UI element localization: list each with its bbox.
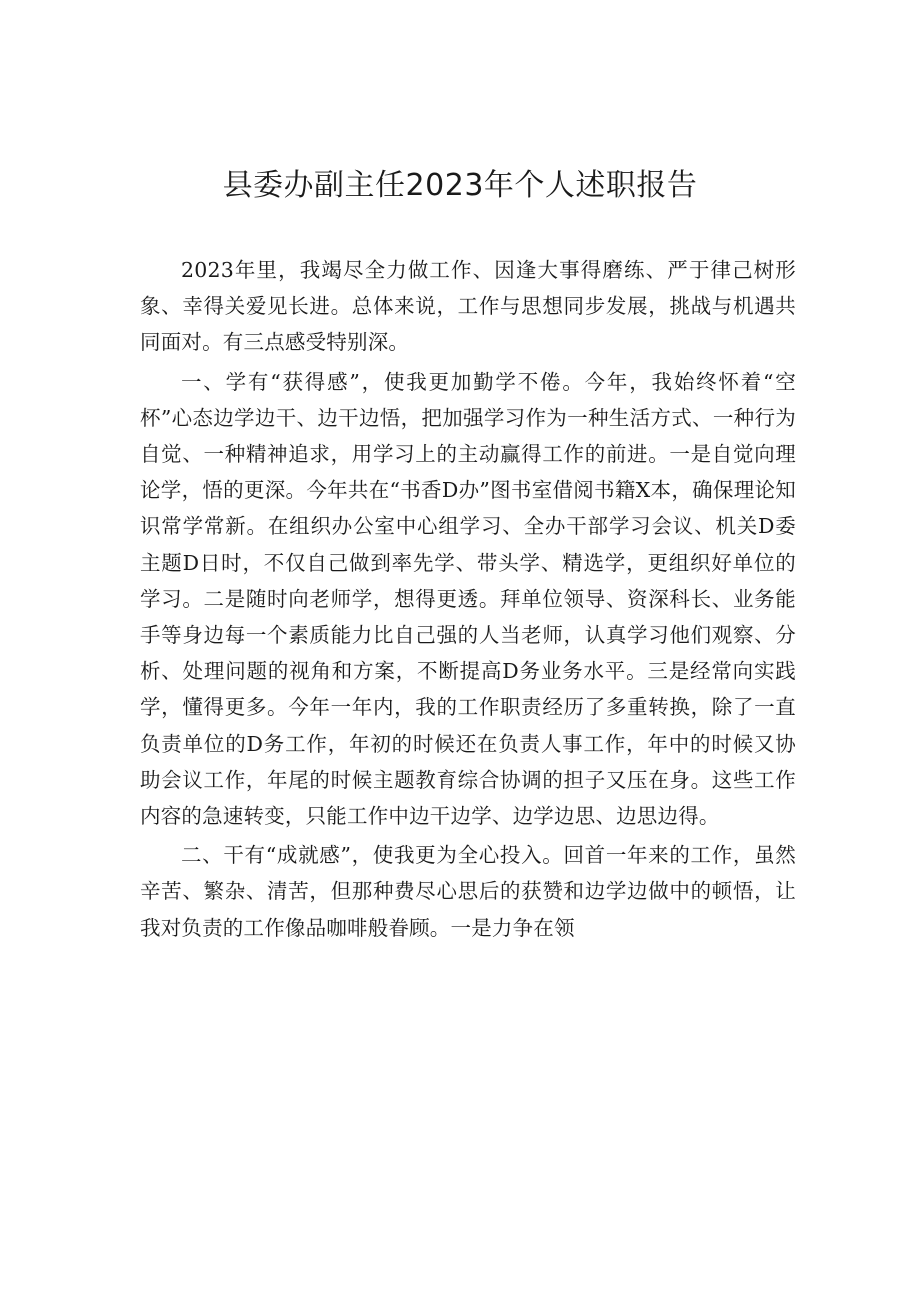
paragraph-section-one: 一、学有“获得感”，使我更加勤学不倦。今年，我始终怀着“空杯”心态边学边干、边干边悟，把加强学习作为一种生活方式、一种行为自觉、一种精神追求，用学习上的主动赢得工作的前进。一是自觉向理论学，悟的更深。今年共在“书香D办”图书室借阅书籍X本，确保理论知识常学常新。在组织办公室中心组学习、全办干部学习会议、机关D委主题D日时，不仅自己做到率先学、带头学、精选学，更组织好单位的学习。二是随时向老师学，想得更透。拜单位领导、资深科长、业务能手等身边每一个素质能力比自己强的人当老师，认真学习他们观察、分析、处理问题的视角和方案，不断提高D务业务水平。三是经常向实践学，懂得更多。今年一年内，我的工作职责经历了多重转换，除了一直负责单位的D务工作，年初的时候还在负责人事工作，年中的时候又协助会议工作，年尾的时候主题教育综合协调的担子又压在身。这些工作内容的急速转变，只能工作中边干边学、边学边思、边思边得。	[140, 369, 796, 829]
document-body	[140, 252, 796, 946]
document-title: 县委办副主任2023年个人述职报告	[222, 168, 698, 203]
paragraph-section-two: 二、干有“成就感”，使我更为全心投入。回首一年来的工作，虽然辛苦、繁杂、清苦，但那种费尽心思后的获赞和边学边做中的顿悟，让我对负责的工作像品咖啡般眷顾。一是力争在领	[140, 843, 796, 940]
paragraph-intro: 2023年里，我竭尽全力做工作、因逢大事得磨练、严于律己树形象、幸得关爱见长进。总体来说，工作与思想同步发展，挑战与机遇共同面对。有三点感受特别深。	[140, 258, 796, 355]
